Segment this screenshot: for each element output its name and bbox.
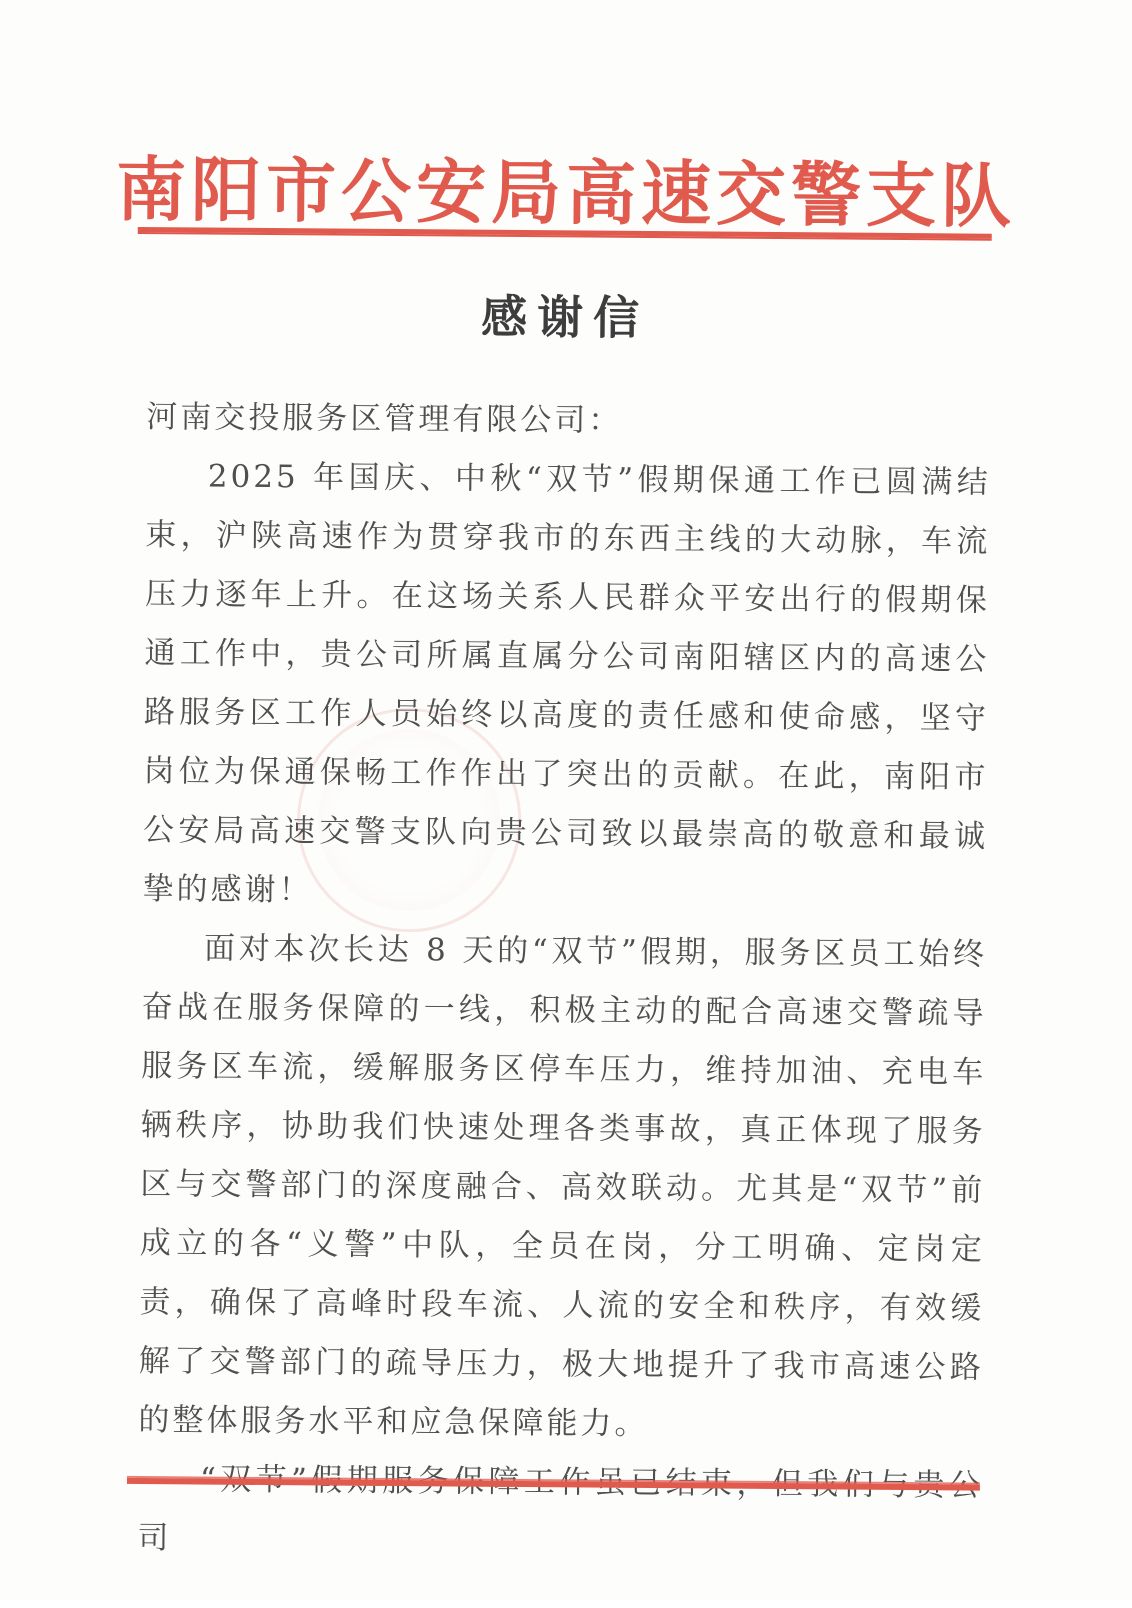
letterhead-title: 南阳市公安局高速交警支队	[115, 147, 1017, 238]
letter-body	[137, 388, 991, 1575]
body-paragraph-1: 2025 年国庆、中秋“双节”假期保通工作已圆满结束，沪陕高速作为贯穿我市的东西主线的大动脉，车流压力逐年上升。在这场关系人民群众平安出行的假期保通工作中，贵公司所属直属分公司南阳辖区内的高速公路服务区工作人员始终以高度的责任感和使命感，坚守岗位为保通保畅工作作出了突出的贡献。在此，南阳市公安局高速交警支队向贵公司致以最崇高的敬意和最诚挚的感谢！	[142, 458, 991, 909]
body-paragraph-2: 面对本次长达 8 天的“双节”假期，服务区员工始终奋战在服务保障的一线，积极主动的配合高速交警疏导服务区车流，缓解服务区停车压力，维持加油、充电车辆秩序，协助我们快速处理各类事故，真正体现了服务区与交警部门的深度融合、高效联动。尤其是“双节”前成立的各“义警”中队，全员在岗，分工明确、定岗定责，确保了高峰时段车流、人流的安全和秩序，有效缓解了交警部门的疏导压力，极大地提升了我市高速公路的整体服务水平和应急保障能力。	[138, 930, 988, 1443]
document-title: 感谢信	[480, 289, 650, 346]
body-paragraph-3: “双节”假期服务保障工作虽已结束，但我们与贵公司	[137, 1461, 984, 1557]
salutation: 河南交投服务区管理有限公司：	[146, 399, 623, 439]
